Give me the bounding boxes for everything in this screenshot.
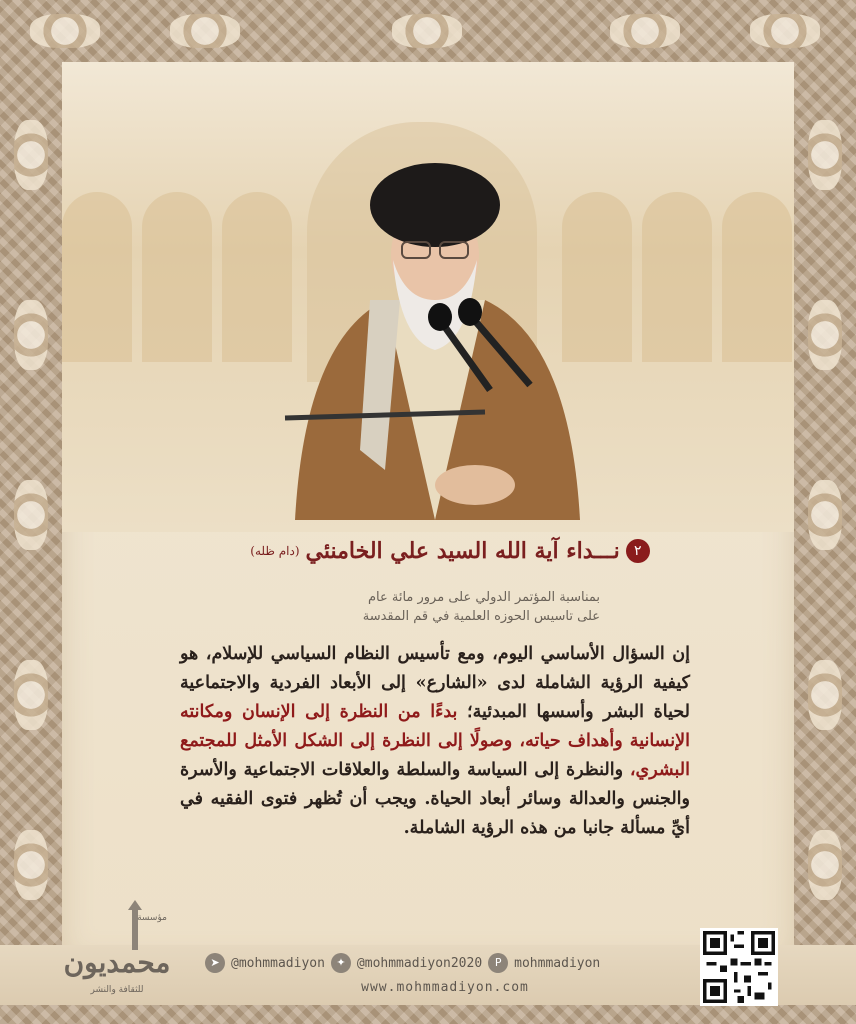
website-link[interactable]: www.mohmmadiyon.com — [361, 980, 529, 995]
logo-name: محمديون — [63, 946, 171, 979]
title-note: (دام ظله) — [250, 544, 300, 558]
pinterest-icon: P — [488, 953, 508, 973]
pinterest-handle[interactable]: mohmmadiyon — [514, 955, 601, 971]
title-text: نـــداء آية الله السيد علي الخامنئي — [305, 538, 620, 564]
qr-code — [700, 928, 778, 1006]
speaker-portrait — [275, 150, 595, 530]
ornament-icon — [392, 14, 462, 48]
ornament-icon — [14, 300, 48, 370]
social-links — [205, 948, 685, 978]
ornament-icon — [30, 14, 100, 48]
twitter-handle[interactable]: @mohmmadiyon2020 — [356, 955, 483, 971]
ornament-icon — [808, 300, 842, 370]
logo-tagline: للثقافة والنشر — [90, 985, 144, 995]
ornament-icon — [808, 660, 842, 730]
ornament-icon — [14, 480, 48, 550]
ornament-icon — [808, 120, 842, 190]
twitter-icon: ✦ — [331, 953, 351, 973]
page-title — [200, 538, 700, 574]
number-badge: ٢ — [626, 539, 650, 563]
arch-shape — [62, 192, 132, 362]
ornament-icon — [750, 14, 820, 48]
arch-shape — [142, 192, 212, 362]
subtitle-line-2: على تاسيس الحوزه العلمية في قم المقدسة — [362, 609, 600, 624]
ornament-icon — [14, 120, 48, 190]
body-text-part-2: والنظرة إلى السياسة والسلطة والعلاقات الاجتماعية والأسرة والجنس والعدالة وسائر أبعاد الحياة. ويجب أن تُظهر فتوى الفقيه في أيِّ مسألة جانبا من هذه الرؤية الشاملة. — [180, 760, 690, 838]
ornament-icon — [610, 14, 680, 48]
ornament-icon — [14, 830, 48, 900]
ornament-icon — [808, 830, 842, 900]
ornament-icon — [170, 14, 240, 48]
subtitle-line-1: بمناسبة المؤتمر الدولي على مرور مائة عام — [367, 590, 600, 605]
telegram-handle[interactable]: @mohmmadiyon — [231, 955, 325, 971]
logo-small-text: مؤسسة — [137, 913, 167, 923]
brand-logo — [62, 900, 172, 1010]
ornament-icon — [808, 480, 842, 550]
arch-shape — [722, 192, 792, 362]
body-highlight: بدءًا من النظرة إلى الإنسان ومكانته الإنسانية وأهداف حياته، وصولًا إلى النظرة إلى الشكل الأمثل للمجتمع البشري، — [180, 702, 690, 780]
arch-shape — [642, 192, 712, 362]
statement-body — [180, 640, 690, 843]
telegram-icon: ➤ — [205, 953, 225, 973]
ornament-icon — [14, 660, 48, 730]
body-text-part-1: إن السؤال الأساسي اليوم، ومع تأسيس النظام السياسي للإسلام، هو كيفية الرؤية الشاملة لدى «الشارع» إلى الأبعاد الفردية والاجتماعية لحياة البشر وأسسها المبدئية؛ — [180, 644, 690, 722]
